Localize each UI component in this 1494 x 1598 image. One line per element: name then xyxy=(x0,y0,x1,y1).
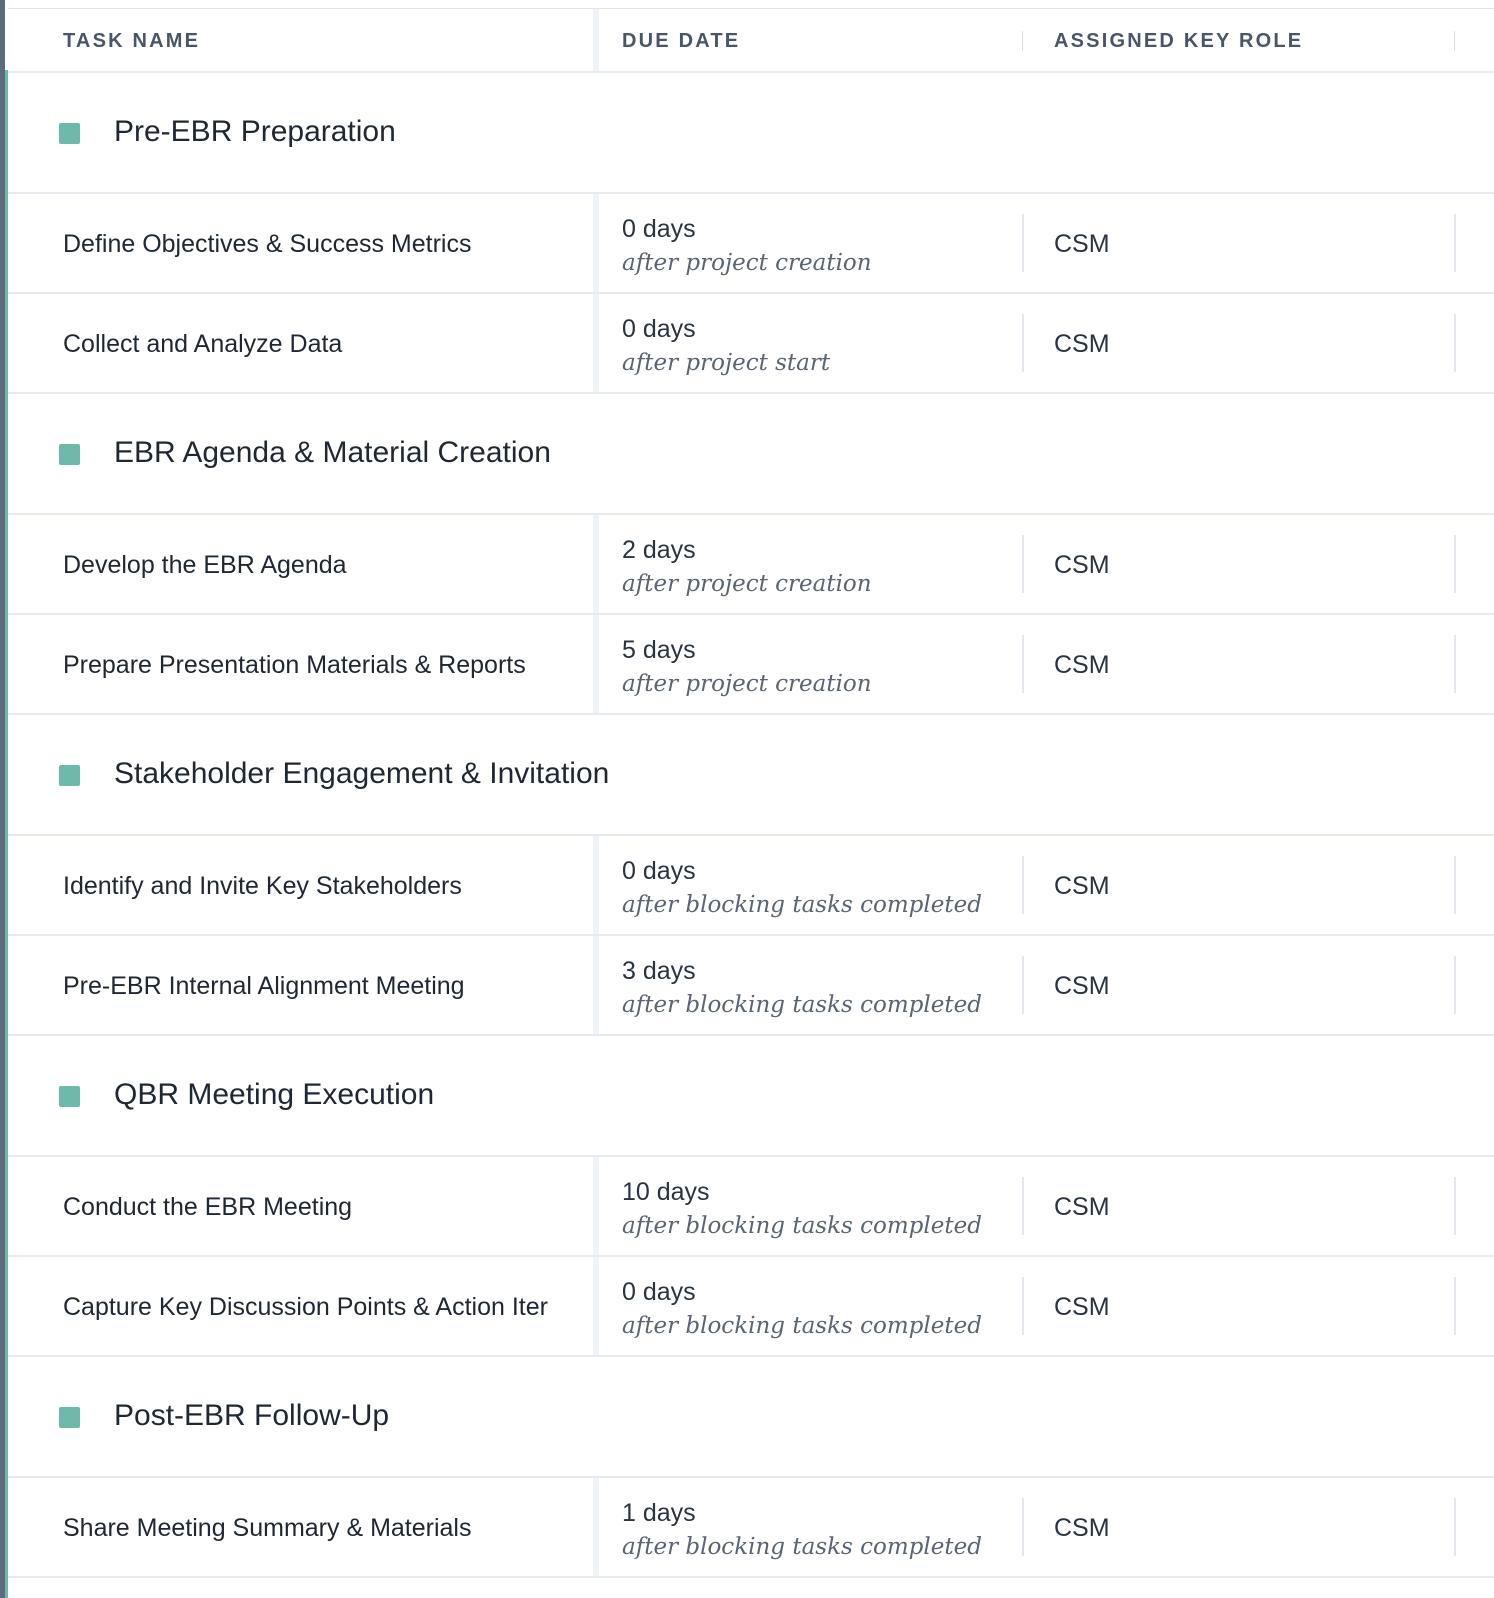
column-divider xyxy=(1022,635,1024,693)
column-divider xyxy=(1454,314,1456,372)
group-color-marker xyxy=(59,1086,80,1107)
task-name[interactable]: Define Objectives & Success Metrics xyxy=(63,230,472,258)
table-row[interactable] xyxy=(8,615,1494,715)
due-relative: after project creation xyxy=(622,571,872,597)
due-date-cell[interactable] xyxy=(622,312,830,380)
column-divider xyxy=(1022,856,1024,914)
group-color-marker xyxy=(59,123,80,144)
due-date-cell[interactable] xyxy=(622,212,872,280)
column-divider xyxy=(1022,956,1024,1014)
due-date-cell[interactable] xyxy=(622,1175,982,1243)
group-header[interactable] xyxy=(8,394,1494,515)
column-separator[interactable] xyxy=(593,515,599,613)
column-divider xyxy=(1454,214,1456,272)
assigned-role[interactable]: CSM xyxy=(1054,872,1110,900)
group-title: Pre-EBR Preparation xyxy=(114,115,396,148)
column-divider xyxy=(1022,1177,1024,1235)
column-separator[interactable] xyxy=(593,1157,599,1255)
column-divider xyxy=(1022,314,1024,372)
task-table xyxy=(8,8,1494,1578)
assigned-role[interactable]: CSM xyxy=(1054,230,1110,258)
table-header xyxy=(8,8,1494,73)
column-divider xyxy=(1454,1177,1456,1235)
group-color-marker xyxy=(59,1407,80,1428)
column-divider xyxy=(1022,1498,1024,1556)
task-name[interactable]: Identify and Invite Key Stakeholders xyxy=(63,872,462,900)
due-date-cell[interactable] xyxy=(622,954,982,1022)
column-divider[interactable] xyxy=(1022,31,1023,51)
table-row[interactable] xyxy=(8,1257,1494,1357)
due-relative: after blocking tasks completed xyxy=(622,1534,982,1560)
assigned-role[interactable]: CSM xyxy=(1054,1514,1110,1542)
table-row[interactable] xyxy=(8,836,1494,936)
group-color-marker xyxy=(59,765,80,786)
due-relative: after project creation xyxy=(622,250,872,276)
column-divider xyxy=(1454,1498,1456,1556)
table-row[interactable] xyxy=(8,194,1494,294)
due-relative: after project creation xyxy=(622,671,872,697)
group-title: Stakeholder Engagement & Invitation xyxy=(114,757,610,790)
column-separator[interactable] xyxy=(593,615,599,713)
column-divider xyxy=(1022,535,1024,593)
table-row[interactable] xyxy=(8,1478,1494,1578)
column-header-due-date[interactable]: DUE DATE xyxy=(622,30,741,52)
group-header[interactable] xyxy=(8,1036,1494,1157)
column-separator[interactable] xyxy=(593,1478,599,1576)
due-days: 5 days xyxy=(622,636,696,664)
column-separator[interactable] xyxy=(593,294,599,392)
assigned-role[interactable]: CSM xyxy=(1054,551,1110,579)
group-header[interactable] xyxy=(8,715,1494,836)
due-relative: after blocking tasks completed xyxy=(622,1213,982,1239)
due-relative: after project start xyxy=(622,350,831,376)
task-name[interactable]: Conduct the EBR Meeting xyxy=(63,1193,353,1221)
due-days: 3 days xyxy=(622,957,696,985)
due-days: 0 days xyxy=(622,857,696,885)
column-divider xyxy=(1454,1277,1456,1335)
column-separator[interactable] xyxy=(593,9,599,71)
column-header-assigned-key-role[interactable]: ASSIGNED KEY ROLE xyxy=(1054,30,1304,52)
assigned-role[interactable]: CSM xyxy=(1054,651,1110,679)
column-divider[interactable] xyxy=(1454,31,1455,51)
due-relative: after blocking tasks completed xyxy=(622,1313,982,1339)
task-name[interactable]: Collect and Analyze Data xyxy=(63,330,343,358)
due-date-cell[interactable] xyxy=(622,633,872,701)
due-date-cell[interactable] xyxy=(622,1496,982,1564)
due-relative: after blocking tasks completed xyxy=(622,992,982,1018)
due-days: 0 days xyxy=(622,1278,696,1306)
column-separator[interactable] xyxy=(593,836,599,934)
column-separator[interactable] xyxy=(593,194,599,292)
due-days: 10 days xyxy=(622,1178,710,1206)
assigned-role[interactable]: CSM xyxy=(1054,1293,1110,1321)
task-name[interactable]: Prepare Presentation Materials & Reports xyxy=(63,651,526,679)
task-name[interactable]: Capture Key Discussion Points & Action Iter xyxy=(63,1293,548,1321)
column-divider xyxy=(1454,956,1456,1014)
column-divider xyxy=(1454,535,1456,593)
task-name[interactable]: Develop the EBR Agenda xyxy=(63,551,347,579)
table-row[interactable] xyxy=(8,1157,1494,1257)
assigned-role[interactable]: CSM xyxy=(1054,972,1110,1000)
column-header-task-name[interactable]: TASK NAME xyxy=(63,30,201,52)
group-header[interactable] xyxy=(8,1357,1494,1478)
column-divider xyxy=(1022,214,1024,272)
table-row[interactable] xyxy=(8,936,1494,1036)
table-row[interactable] xyxy=(8,515,1494,615)
due-days: 0 days xyxy=(622,215,696,243)
due-days: 2 days xyxy=(622,536,696,564)
table-body xyxy=(8,73,1494,1578)
group-title: EBR Agenda & Material Creation xyxy=(114,436,551,469)
group-title: QBR Meeting Execution xyxy=(114,1078,435,1111)
column-separator[interactable] xyxy=(593,936,599,1034)
column-divider xyxy=(1022,1277,1024,1335)
group-header[interactable] xyxy=(8,73,1494,194)
column-divider xyxy=(1454,856,1456,914)
due-date-cell[interactable] xyxy=(622,1275,982,1343)
due-date-cell[interactable] xyxy=(622,854,982,922)
table-row[interactable] xyxy=(8,294,1494,394)
due-days: 0 days xyxy=(622,315,696,343)
due-days: 1 days xyxy=(622,1499,696,1527)
due-date-cell[interactable] xyxy=(622,533,872,601)
column-divider xyxy=(1454,635,1456,693)
assigned-role[interactable]: CSM xyxy=(1054,1193,1110,1221)
task-name[interactable]: Pre-EBR Internal Alignment Meeting xyxy=(63,972,465,1000)
task-name[interactable]: Share Meeting Summary & Materials xyxy=(63,1514,472,1542)
column-separator[interactable] xyxy=(593,1257,599,1355)
assigned-role[interactable]: CSM xyxy=(1054,330,1110,358)
due-relative: after blocking tasks completed xyxy=(622,892,982,918)
group-color-marker xyxy=(59,444,80,465)
group-title: Post-EBR Follow-Up xyxy=(114,1399,390,1432)
